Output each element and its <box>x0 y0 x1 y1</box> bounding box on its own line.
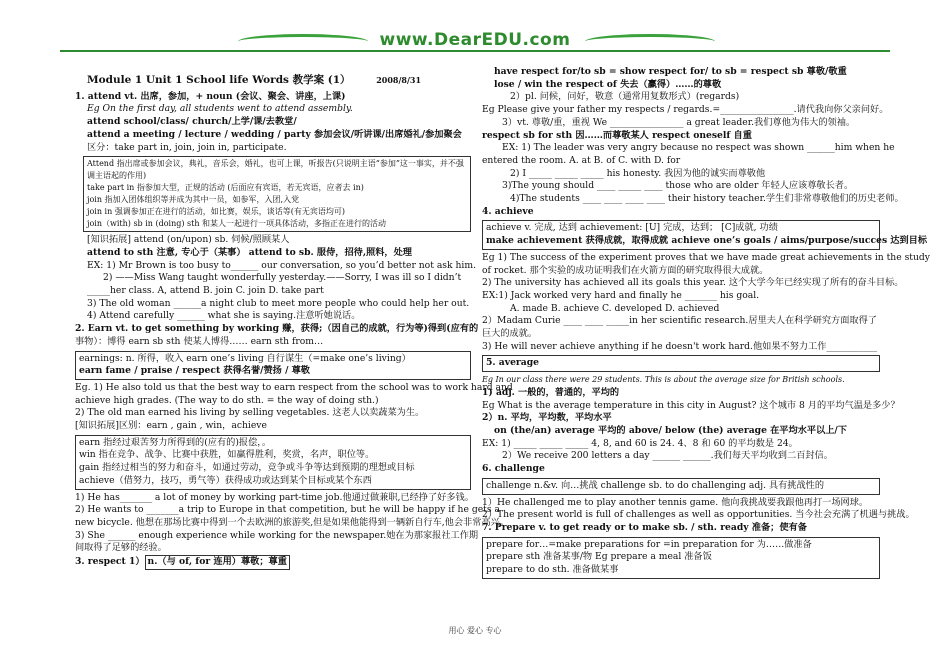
text-line: 2）pl. 问候，问好，敬意（通常用复数形式）(regards) <box>510 91 740 103</box>
box-line: join 指加入团体组织等并成为其中一员，如参军，入团,入党 <box>87 195 300 205</box>
text-line: Eg In our class there were 29 students. This is about the average size for British schools. <box>482 375 845 385</box>
box-line: join in 强调参加正在进行的活动，如比赛，娱乐，谈话等(有无宾语均可) <box>87 207 346 217</box>
attend-comparison-box <box>83 156 471 232</box>
text-line: 1. attend vt. 出席，参加，+ noun (会议、聚会、讲座，上课) <box>75 90 346 102</box>
achieve-note-line: make achievement 获得成就，取得成就 achieve one’s goals / aims/purpose/succes 达到目标 <box>486 235 928 247</box>
box-line: achieve（借努力，技巧，勇气等）获得成功或达到某个目标或某个东西 <box>79 474 372 486</box>
text-line: 3) The old woman ______a night club to meet more people who could help her out. <box>87 297 470 309</box>
right-section-2 <box>482 251 930 354</box>
text-line: 2) I _____ _____ _____ his honesty. 我因为他的诚实而尊敬他 <box>510 167 766 179</box>
text-line: EX: 1) _____ _____ _____ 4, 8, and 60 is 24. 4、8 和 60 的平均数是 24。 <box>482 437 798 449</box>
left-section-4 <box>75 491 509 556</box>
text-line: 7. Prepare v. to get ready or to make sb. / sth. ready 准备；使有备 <box>482 521 807 533</box>
text-line: 事物）：博得 earn sb sth 使某人博得…… earn sth from… <box>75 335 324 347</box>
text-line: lose / win the respect of 失去（赢得）……的尊敬 <box>494 78 722 90</box>
box-line: take part in 指参加大型，正规的活动 (后面应有宾语，若无宾语，应者去 in) <box>87 183 364 193</box>
right-column <box>482 66 930 581</box>
page-title <box>87 74 471 87</box>
box-line: earn 指经过艰苦努力所得到的(应有的)报偿，。 <box>79 436 272 448</box>
prepare-note-box <box>482 537 880 579</box>
left-section-3 <box>75 381 513 433</box>
text-line: 3) She ______ enough experience while working for the newspaper.她在为那家报社工作期 <box>75 529 479 541</box>
left-section-1 <box>75 91 471 155</box>
text-line: 2. Earn vt. to get something by working 赚，获得;（因自己的成就，行为等)得到(应有的 <box>75 323 479 335</box>
text-line: 2）We receive 200 letters a day ______ ______.我们每天平均收到二百封信。 <box>502 450 833 462</box>
text-line: 间取得了足够的经验。 <box>75 542 167 554</box>
respect-lead: 3. respect 1） <box>75 556 145 568</box>
text-line: 4. achieve <box>482 205 534 217</box>
text-line: 2) He wants to _______a trip to Europe in that competition, but he will be happy if he gets a <box>75 504 500 516</box>
earn-note-line: earnings: n. 所得，收入 earn one’s living 自行谋生（=make one’s living） <box>79 352 411 364</box>
text-line: Eg What is the average temperature in this city in August? 这个城市 8 月的平均气温是多少？ <box>482 399 900 411</box>
text-line: 3) He will never achieve anything if he doesn't work hard.他如果不努力工作___________ <box>482 340 877 352</box>
challenge-note-box: challenge n.&v. 向…挑战 challenge sb. to do challenging adj. 具有挑战性的 <box>482 478 880 495</box>
text-line: 1）He challenged me to play another tennis game. 他向我挑战要我跟他再打一场网球。 <box>482 496 869 508</box>
text-line: achieve high grades. (The way to do sth. = the way of doing sth.) <box>75 394 379 406</box>
text-line: on (the/an) average 平均的 above/ below (the) average 在平均水平以上/下 <box>494 424 847 436</box>
gain-comparison-box <box>75 435 471 490</box>
text-line: EX:1) Jack worked very hard and finally he _______ his goal. <box>482 289 760 301</box>
text-line: 2) The old man earned his living by selling vegetables. 这老人以卖蔬菜为生。 <box>75 407 425 419</box>
left-section-2 <box>75 234 479 348</box>
text-line: A. made B. achieve C. developed D. achieved <box>510 302 720 314</box>
text-line: Eg Please give your father my respects / regards.=________________.请代我向你父亲问好。 <box>482 104 889 116</box>
respect-definition-box: n.（与 of, for 连用）尊敬；尊重 <box>145 555 290 570</box>
text-line: 2）n. 平均，平均数，平均水平 <box>482 412 612 424</box>
text-line: 1) adj. 一般的，普通的，平均的 <box>482 386 620 398</box>
average-heading-box: 5. average <box>482 355 880 372</box>
text-line: [知识拓展] attend (on/upon) sb. 伺候/照顾某人 <box>87 234 290 246</box>
box-line: prepare for…=make preparations for =in preparation for 为……做准备 <box>486 538 812 550</box>
text-line: [知识拓展]区别：earn , gain , win，achieve <box>75 420 267 432</box>
achieve-note-box <box>482 220 928 249</box>
title-main: Module 1 Unit 1 School life Words 教学案 (1） <box>87 74 351 86</box>
achieve-note-line: achieve v. 完成, 达到 achievement: [U] 完成，达到； [C]成就, 功绩 <box>486 222 778 234</box>
text-line: of rocket. 那个实验的成功证明我们在火箭方面的研究取得很大成就。 <box>482 264 769 276</box>
text-line: entered the room. A. at B. of C. with D. for <box>482 154 681 166</box>
box-line: gain 指经过相当的努力和奋斗，如通过劳动，竞争或斗争等达到预期的理想或目标 <box>79 462 415 474</box>
text-line: have respect for/to sb = show respect for/ to sb = respect sb 尊敬/敬重 <box>494 66 847 77</box>
text-line: 巨大的成就。 <box>482 328 538 340</box>
text-line: 2) ——Miss Wang taught wonderfully yesterday.——Sorry, I was ill so I didn’t <box>103 272 462 284</box>
text-line: respect sb for sth 因……而尊敬某人 respect oneself 自重 <box>482 129 752 141</box>
text-line: 3)The young should ____ _____ ____ those who are older 年轻人应该尊敬长者。 <box>502 180 854 192</box>
text-line: EX: 1) The leader was very angry because no respect was shown ______him when he <box>502 142 895 154</box>
right-section-4 <box>482 496 915 535</box>
text-line: Eg. 1) He also told us that the best way to earn respect from the school was to work hard and <box>75 381 513 393</box>
text-line: attend a meeting / lecture / wedding / party 参加会议/听讲课/出席婚礼/参加聚会 <box>87 128 462 140</box>
text-line: attend to sth 注意, 专心于（某事） attend to sb. 服侍，招待,照料，处理 <box>87 246 412 258</box>
text-line: 6. challenge <box>482 463 545 475</box>
text-line: 4) Attend carefully ______ what she is saying.注意听她说话。 <box>87 310 361 322</box>
text-line: Eg On the first day, all students went to attend assembly. <box>87 103 353 115</box>
right-section-3 <box>482 374 900 476</box>
text-line: Eg 1) The success of the experiment proves that we have made great achievements in the study <box>482 251 930 263</box>
text-line: 2) The university has achieved all its goals this year. 这个大学今年已经实现了所有的奋斗目标。 <box>482 277 904 289</box>
text-line: EX: 1) Mr Brown is too busy to______ our conversation, so you’d better not ask him. <box>87 259 476 271</box>
text-line: 4)The students ____ ____ ____ ____ their history teacher.学生们非常尊敬他们的历史老师。 <box>510 193 904 205</box>
earn-note-box <box>75 351 471 380</box>
page-footer: 用心 爱心 专心 <box>448 626 502 635</box>
text-line: 3）vt. 尊敬/重，重视 We ________________ a great leader.我们尊他为伟大的领袖。 <box>502 116 856 128</box>
site-logo-text: www.DearEDU.com <box>379 30 571 50</box>
box-line: join（with) sb in (doing) sth 和某人一起进行一项具体活动，多指正在进行的活动 <box>87 219 387 229</box>
right-section-1 <box>482 66 904 218</box>
title-date: 2008/8/31 <box>376 75 422 85</box>
text-line: 2）Madam Curie ____ ____ _____in her scientific research.居里夫人在科学研究方面取得了 <box>482 315 877 327</box>
text-line: 2）The present world is full of challenges as well as opportunities. 当今社会充满了机遇与挑战。 <box>482 509 915 521</box>
text-line: 1) He has_______ a lot of money by working part-time job.他通过做兼职,已经挣了好多钱。 <box>75 491 474 503</box>
header-rule <box>60 50 890 52</box>
box-line: win 指在竞争、战争、比赛中获胜，如赢得胜利，奖赏，名声，职位等。 <box>79 449 375 461</box>
site-logo <box>0 30 950 50</box>
respect-heading <box>75 555 471 570</box>
text-line: 区分：take part in, join, join in, participate. <box>87 141 287 153</box>
text-line: _____her class. A, attend B. join C. join D. take part <box>87 285 324 297</box>
box-line: prepare sth 准备某事/物 Eg prepare a meal 准备饭 <box>486 551 712 563</box>
text-line: attend school/class/ church/上学/课/去教堂/ <box>87 116 297 128</box>
earn-note-line: earn fame / praise / respect 获得名誉/赞扬 / 尊敬 <box>79 365 310 377</box>
box-line: prepare to do sth. 准备做某事 <box>486 564 619 576</box>
box-line: Attend 指出席或参加会议，典礼，音乐会，婚礼，也可上课，听报告(只说明主语“参加”这一事实，并不强调主语起的作用) <box>87 159 464 181</box>
text-line: new bicycle. 他想在那场比赛中得到一个去欧洲的旅游奖,但是如果他能得到一辆新自行车,他会非常高兴。 <box>75 516 509 528</box>
